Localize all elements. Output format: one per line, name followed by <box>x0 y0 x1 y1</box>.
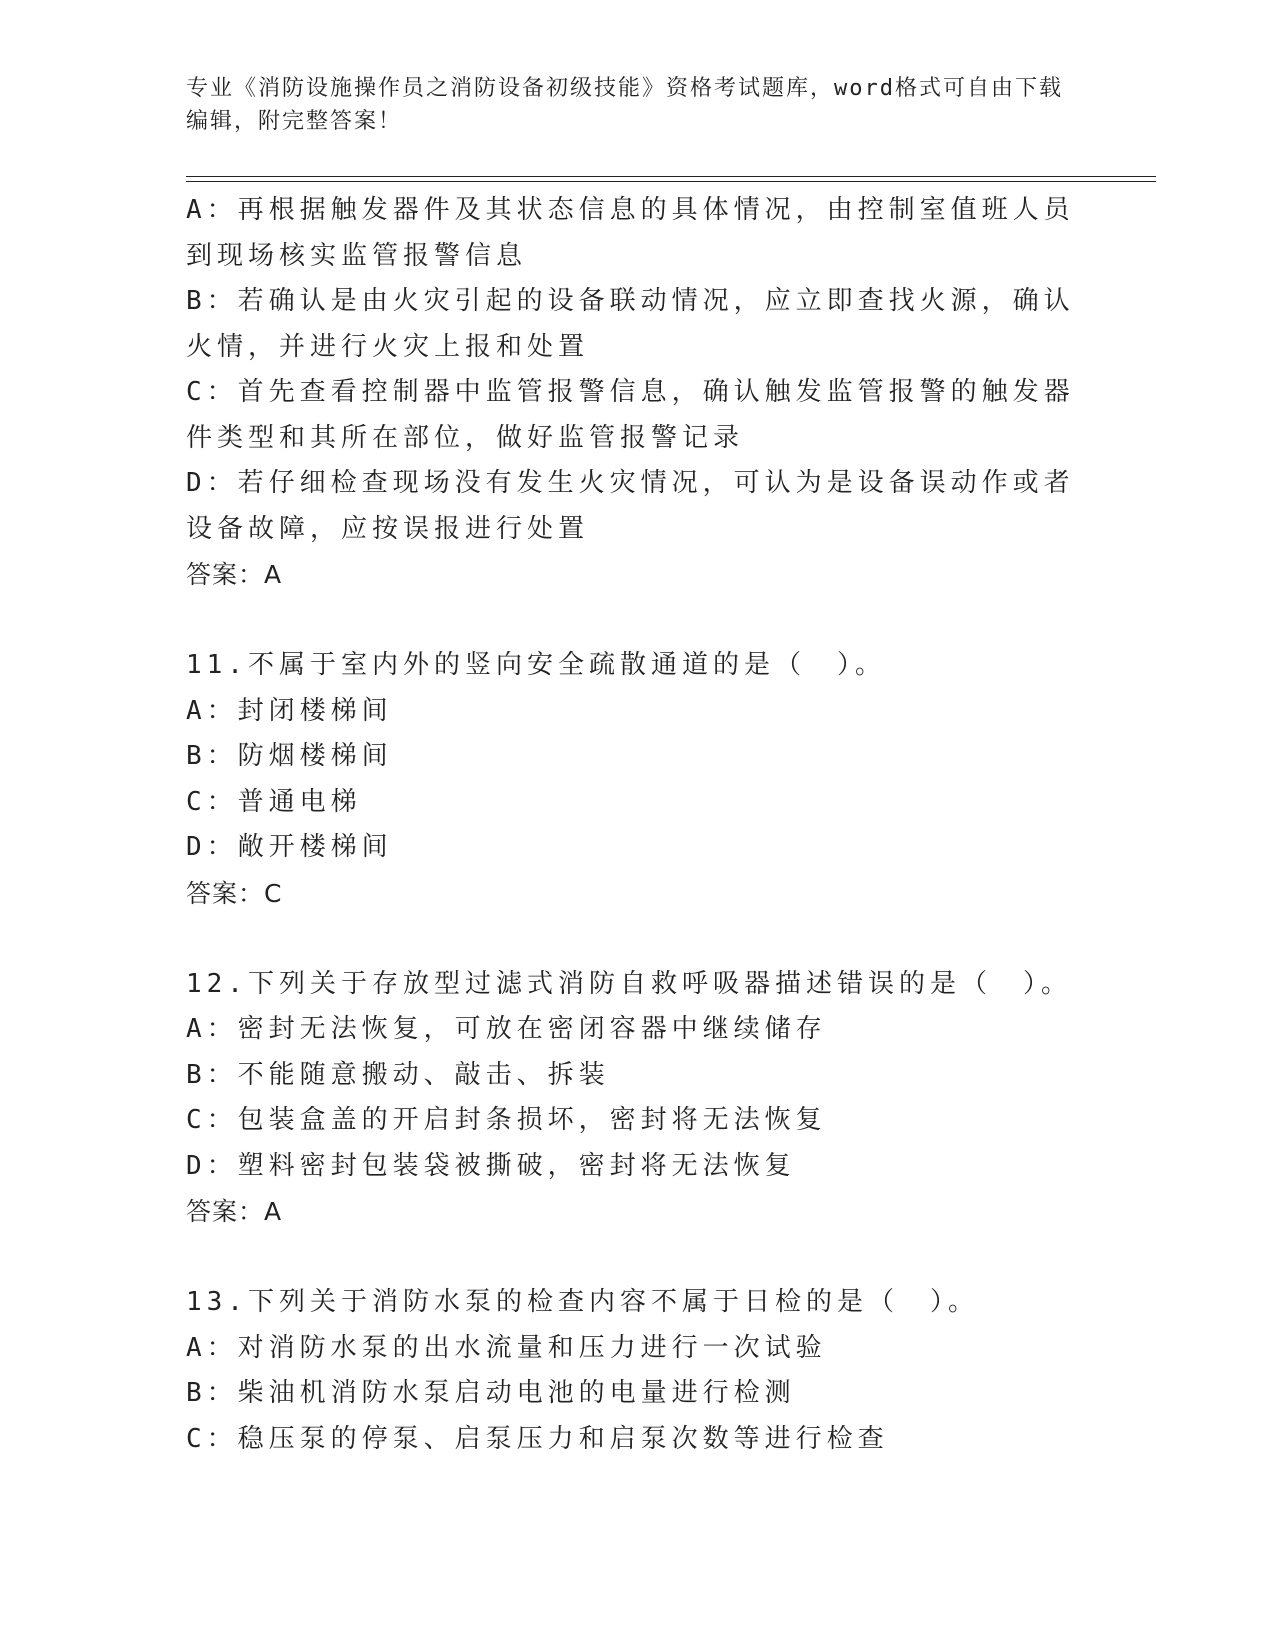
spacer <box>186 916 1086 962</box>
question-block-13 <box>186 1280 1086 1462</box>
option-a: A：密封无法恢复，可放在密闭容器中继续储存 <box>186 1014 827 1044</box>
question-stem: 12.下列关于存放型过滤式消防自救呼吸器描述错误的是（ ）。 <box>186 968 1072 999</box>
option-a: A：对消防水泵的出水流量和压力进行一次试验 <box>186 1332 827 1363</box>
question-block-11 <box>186 643 1086 916</box>
option-d: D：塑料密封包装袋被撕破，密封将无法恢复 <box>186 1150 796 1181</box>
option-b: B：防烟楼梯间 <box>186 741 393 771</box>
question-block-10 <box>186 188 1086 598</box>
header-title: 专业《消防设施操作员之消防设备初级技能》资格考试题库，word格式可自由下载编辑，附完整答案！ <box>186 76 1063 134</box>
option-c: C：首先查看控制器中监管报警信息，确认触发监管报警的触发器件类型和其所在部位，做好监管报警记录 <box>186 377 1075 453</box>
option-c: C：稳压泵的停泵、启泵压力和启泵次数等进行检查 <box>186 1423 889 1454</box>
option-c: C：普通电梯 <box>186 786 362 817</box>
option-d: D：若仔细检查现场没有发生火灾情况，可认为是设备误动作或者设备故障，应按误报进行处置 <box>186 468 1075 544</box>
spacer <box>186 1235 1086 1281</box>
document-header <box>186 72 1066 138</box>
spacer <box>186 598 1086 644</box>
document-body <box>186 188 1086 1462</box>
option-d: D：敞开楼梯间 <box>186 832 393 862</box>
header-divider <box>186 176 1156 182</box>
option-a: A：封闭楼梯间 <box>186 695 393 726</box>
question-stem: 11.不属于室内外的竖向安全疏散通道的是（ ）。 <box>186 650 886 680</box>
answer-label: 答案：A <box>186 1197 283 1226</box>
answer-label: 答案：C <box>186 878 283 908</box>
question-block-12 <box>186 962 1086 1235</box>
answer-label: 答案：A <box>186 560 283 589</box>
option-b: B：若确认是由火灾引起的设备联动情况，应立即查找火源，确认火情，并进行火灾上报和处置 <box>186 286 1075 362</box>
option-a: A：再根据触发器件及其状态信息的具体情况，由控制室值班人员到现场核实监管报警信息 <box>186 195 1075 271</box>
option-c: C：包装盒盖的开启封条损坏，密封将无法恢复 <box>186 1105 827 1135</box>
question-stem: 13.下列关于消防水泵的检查内容不属于日检的是（ ）。 <box>186 1287 979 1317</box>
option-b: B：柴油机消防水泵启动电池的电量进行检测 <box>186 1378 796 1408</box>
option-b: B：不能随意搬动、敲击、拆装 <box>186 1059 610 1090</box>
